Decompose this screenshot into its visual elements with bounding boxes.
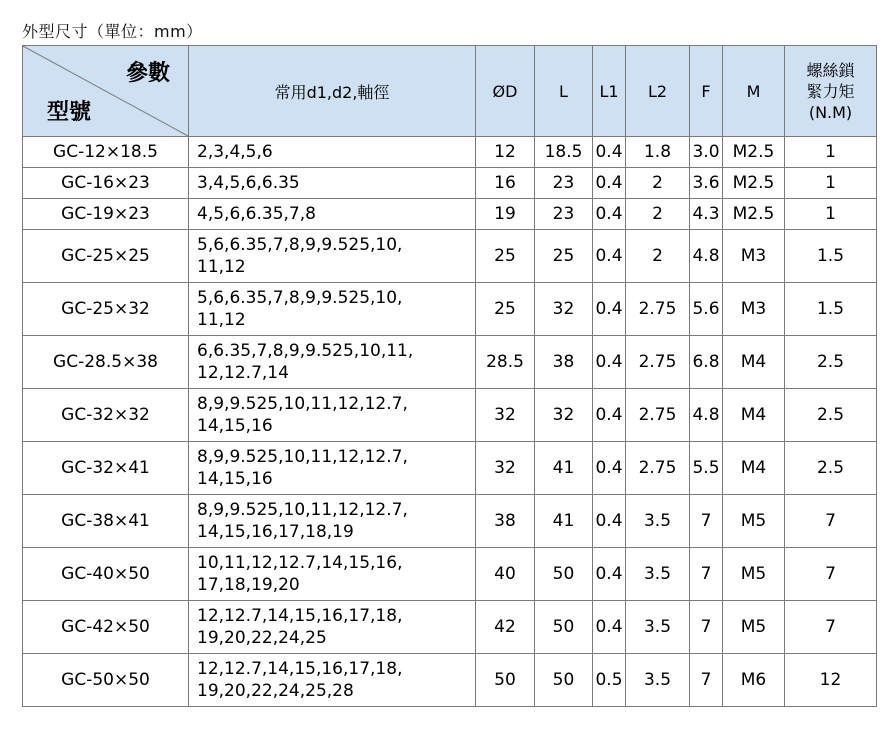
bore-line-2: 14,15,16,17,18,19 [197, 522, 354, 542]
l2-cell: 2.75 [626, 336, 690, 389]
bore-cell [189, 199, 476, 230]
model-label: 型號 [47, 100, 92, 125]
bore-line-1: 5,6,6.35,7,8,9,9.525,10, [197, 288, 403, 308]
od-cell: 16 [476, 168, 535, 199]
bore-line-1: 4,5,6,6.35,7,8 [197, 204, 316, 224]
l2-cell: 2 [626, 230, 690, 283]
model-cell: GC-42×50 [23, 601, 189, 654]
l-cell: 32 [535, 283, 593, 336]
m-cell: M2.5 [723, 199, 785, 230]
f-cell: 7 [690, 654, 723, 707]
bore-header: 常用d1,d2,軸徑 [189, 46, 476, 137]
bore-line-2: 11,12 [197, 310, 246, 330]
l1-cell: 0.4 [593, 548, 626, 601]
od-cell: 28.5 [476, 336, 535, 389]
m-cell: M3 [723, 283, 785, 336]
l-cell: 38 [535, 336, 593, 389]
l1-cell: 0.4 [593, 199, 626, 230]
torque-cell: 1 [785, 199, 877, 230]
table-row [23, 137, 877, 168]
od-cell: 40 [476, 548, 535, 601]
m-cell: M4 [723, 442, 785, 495]
torque-cell: 2.5 [785, 389, 877, 442]
torque-header-line2: 緊力矩 [806, 81, 855, 101]
bore-line-1: 8,9,9.525,10,11,12,12.7, [197, 500, 408, 520]
od-cell: 32 [476, 442, 535, 495]
m-cell: M5 [723, 548, 785, 601]
torque-cell: 1.5 [785, 230, 877, 283]
l2-cell: 2.75 [626, 389, 690, 442]
torque-cell: 1 [785, 168, 877, 199]
f-cell: 7 [690, 495, 723, 548]
bore-line-1: 3,4,5,6,6.35 [197, 173, 300, 193]
od-cell: 25 [476, 283, 535, 336]
table-row [23, 168, 877, 199]
model-cell: GC-16×23 [23, 168, 189, 199]
f-header: F [690, 46, 723, 137]
f-cell: 3.6 [690, 168, 723, 199]
l-cell: 50 [535, 654, 593, 707]
torque-header-line1: 螺絲鎖 [806, 60, 855, 80]
m-cell: M4 [723, 389, 785, 442]
f-cell: 4.3 [690, 199, 723, 230]
l1-cell: 0.4 [593, 168, 626, 199]
bore-line-1: 12,12.7,14,15,16,17,18, [197, 606, 403, 626]
l1-cell: 0.4 [593, 283, 626, 336]
model-cell: GC-38×41 [23, 495, 189, 548]
l-cell: 41 [535, 442, 593, 495]
m-cell: M4 [723, 336, 785, 389]
bore-cell [189, 389, 476, 442]
model-cell: GC-25×25 [23, 230, 189, 283]
l2-cell: 2.75 [626, 442, 690, 495]
torque-cell: 7 [785, 495, 877, 548]
od-cell: 32 [476, 389, 535, 442]
bore-cell [189, 168, 476, 199]
od-cell: 42 [476, 601, 535, 654]
l-cell: 25 [535, 230, 593, 283]
table-row [23, 442, 877, 495]
l1-cell: 0.4 [593, 601, 626, 654]
torque-header [785, 46, 877, 137]
l-cell: 18.5 [535, 137, 593, 168]
table-row [23, 199, 877, 230]
table-row [23, 230, 877, 283]
m-header: M [723, 46, 785, 137]
corner-header-cell [23, 46, 189, 137]
m-cell: M6 [723, 654, 785, 707]
bore-cell [189, 548, 476, 601]
model-cell: GC-32×41 [23, 442, 189, 495]
table-row [23, 654, 877, 707]
table-row [23, 336, 877, 389]
l1-cell: 0.4 [593, 389, 626, 442]
f-cell: 3.0 [690, 137, 723, 168]
table-row [23, 601, 877, 654]
f-cell: 7 [690, 548, 723, 601]
bore-line-2: 12,12.7,14 [197, 363, 289, 383]
model-cell: GC-19×23 [23, 199, 189, 230]
l1-cell: 0.4 [593, 230, 626, 283]
l1-cell: 0.4 [593, 336, 626, 389]
bore-line-1: 8,9,9.525,10,11,12,12.7, [197, 394, 408, 414]
model-cell: GC-50×50 [23, 654, 189, 707]
l-cell: 41 [535, 495, 593, 548]
model-cell: GC-40×50 [23, 548, 189, 601]
l-cell: 23 [535, 168, 593, 199]
od-cell: 38 [476, 495, 535, 548]
l2-header: L2 [626, 46, 690, 137]
od-cell: 19 [476, 199, 535, 230]
bore-line-1: 12,12.7,14,15,16,17,18, [197, 659, 403, 679]
bore-line-2: 19,20,22,24,25 [197, 628, 327, 648]
model-cell: GC-12×18.5 [23, 137, 189, 168]
table-row [23, 389, 877, 442]
bore-cell [189, 442, 476, 495]
m-cell: M5 [723, 601, 785, 654]
f-cell: 7 [690, 601, 723, 654]
bore-cell [189, 230, 476, 283]
l1-cell: 0.5 [593, 654, 626, 707]
torque-cell: 2.5 [785, 442, 877, 495]
l2-cell: 3.5 [626, 601, 690, 654]
torque-cell: 12 [785, 654, 877, 707]
torque-cell: 7 [785, 601, 877, 654]
parameter-label: 參數 [125, 61, 170, 86]
table-header [23, 46, 877, 137]
l2-cell: 3.5 [626, 495, 690, 548]
l-cell: 23 [535, 199, 593, 230]
spec-table [22, 45, 877, 707]
model-cell: GC-25×32 [23, 283, 189, 336]
l1-header: L1 [593, 46, 626, 137]
bore-cell [189, 495, 476, 548]
bore-line-1: 10,11,12,12.7,14,15,16, [197, 553, 403, 573]
f-cell: 6.8 [690, 336, 723, 389]
torque-header-line3: (N.M) [808, 102, 853, 122]
table-row [23, 495, 877, 548]
model-cell: GC-28.5×38 [23, 336, 189, 389]
l1-cell: 0.4 [593, 442, 626, 495]
dimensions-caption: 外型尺寸（單位：mm） [22, 22, 203, 41]
model-cell: GC-32×32 [23, 389, 189, 442]
f-cell: 4.8 [690, 230, 723, 283]
torque-cell: 1 [785, 137, 877, 168]
bore-line-1: 6,6.35,7,8,9,9.525,10,11, [197, 341, 414, 361]
torque-cell: 1.5 [785, 283, 877, 336]
bore-line-2: 14,15,16 [197, 416, 273, 436]
f-cell: 5.5 [690, 442, 723, 495]
bore-cell [189, 283, 476, 336]
l-cell: 50 [535, 548, 593, 601]
bore-line-2: 14,15,16 [197, 469, 273, 489]
m-cell: M2.5 [723, 168, 785, 199]
l-cell: 50 [535, 601, 593, 654]
od-cell: 50 [476, 654, 535, 707]
bore-line-2: 19,20,22,24,25,28 [197, 681, 354, 701]
bore-cell [189, 336, 476, 389]
table-row [23, 283, 877, 336]
l2-cell: 1.8 [626, 137, 690, 168]
m-cell: M5 [723, 495, 785, 548]
bore-line-1: 2,3,4,5,6 [197, 142, 273, 162]
bore-line-1: 5,6,6.35,7,8,9,9.525,10, [197, 235, 403, 255]
od-header: ØD [476, 46, 535, 137]
l2-cell: 3.5 [626, 654, 690, 707]
table-body [23, 137, 877, 707]
f-cell: 5.6 [690, 283, 723, 336]
l1-cell: 0.4 [593, 495, 626, 548]
l2-cell: 2 [626, 168, 690, 199]
bore-cell [189, 601, 476, 654]
bore-line-2: 11,12 [197, 257, 246, 277]
od-cell: 12 [476, 137, 535, 168]
l2-cell: 2.75 [626, 283, 690, 336]
bore-cell [189, 137, 476, 168]
od-cell: 25 [476, 230, 535, 283]
m-cell: M2.5 [723, 137, 785, 168]
bore-line-2: 17,18,19,20 [197, 575, 300, 595]
l-cell: 32 [535, 389, 593, 442]
table-row [23, 548, 877, 601]
l2-cell: 3.5 [626, 548, 690, 601]
l1-cell: 0.4 [593, 137, 626, 168]
f-cell: 4.8 [690, 389, 723, 442]
m-cell: M3 [723, 230, 785, 283]
bore-line-1: 8,9,9.525,10,11,12,12.7, [197, 447, 408, 467]
torque-cell: 7 [785, 548, 877, 601]
bore-cell [189, 654, 476, 707]
l2-cell: 2 [626, 199, 690, 230]
torque-cell: 2.5 [785, 336, 877, 389]
l-header: L [535, 46, 593, 137]
